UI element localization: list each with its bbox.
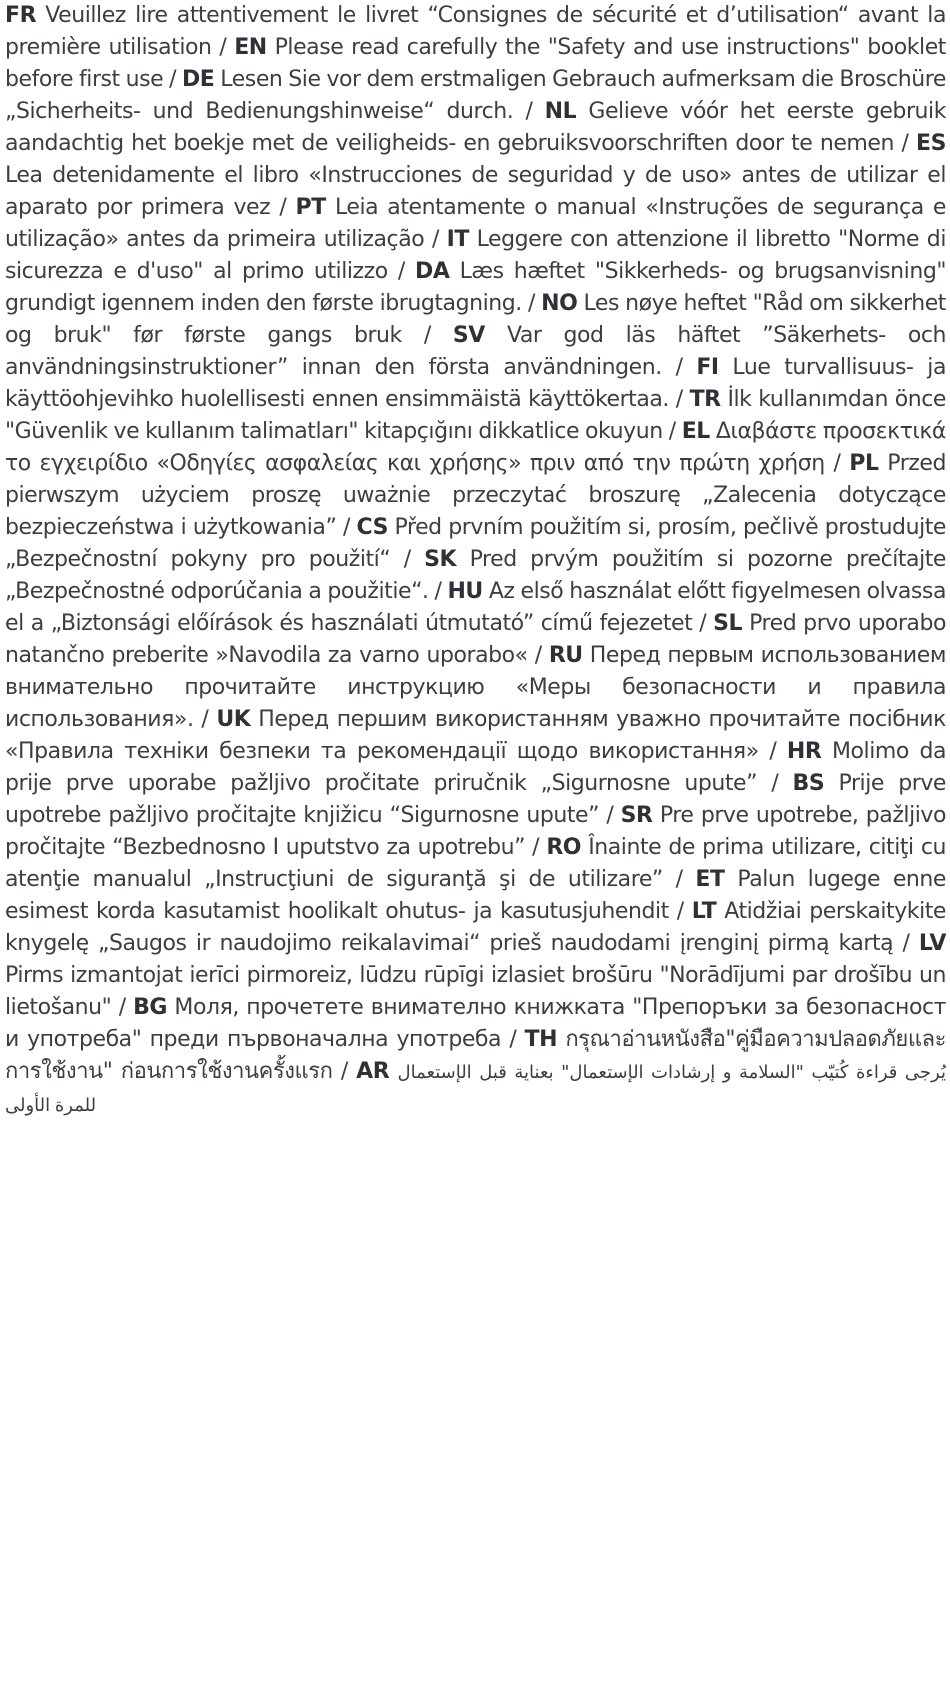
- language-code-th: TH: [524, 1027, 558, 1052]
- language-code-cs: CS: [356, 515, 388, 540]
- notice-text-da: Læs hæftet "Sikkerheds- og brugsanvisning" grundigt igennem inden den første ibrugtagning.: [5, 259, 947, 316]
- notice-text-sl: Pred prvo uporabo natančno preberite »Navodila za varno uporabo«: [5, 611, 946, 668]
- language-code-es: ES: [916, 131, 946, 156]
- notice-text-sr: Pre prve upotrebe, pažljivo pročitajte “Bezbednosno I uputstvo za upotrebu”: [5, 803, 946, 860]
- language-code-en: EN: [234, 35, 267, 60]
- language-code-et: ET: [695, 867, 725, 892]
- language-code-tr: TR: [689, 387, 721, 412]
- language-code-ru: RU: [548, 643, 583, 668]
- separator: /: [424, 227, 447, 252]
- separator: /: [332, 1059, 357, 1084]
- notice-text-fi: Lue turvallisuus- ja käyttöohjevihko huolellisesti ennen ensimmäistä käyttökertaa.: [5, 355, 946, 412]
- language-code-it: IT: [446, 227, 469, 252]
- notice-text-en: Please read carefully the "Safety and use instructions" booklet before first use: [5, 35, 946, 92]
- separator: /: [111, 995, 134, 1020]
- separator: /: [758, 739, 787, 764]
- language-code-bs: BS: [792, 771, 825, 796]
- language-code-lt: LT: [691, 899, 717, 924]
- separator: /: [521, 291, 542, 316]
- language-code-sv: SV: [452, 323, 485, 348]
- notice-text-lv: Pirms izmantojat ierīci pirmoreiz, lūdzu rūpīgi izlasiet brošūru "Norādījumi par drošību un lietošanu": [5, 963, 946, 1020]
- notice-text-bs: Prije prve upotrebe pažljivo pročitajte knjižicu “Sigurnosne upute”: [5, 771, 946, 828]
- separator: /: [527, 643, 549, 668]
- separator: /: [211, 35, 235, 60]
- notice-text-hu: Az első használat előtt figyelmesen olvassa el a „Biztonsági előírások és használati útmutató” című fejezetet: [5, 579, 946, 636]
- separator: /: [336, 515, 357, 540]
- language-code-sk: SK: [424, 547, 457, 572]
- notice-text-el: Διαβάστε προσεκτικά το εγχειρίδιο «Οδηγίες ασφαλείας και χρήσης» πριν από την πρώτη χρήση: [5, 419, 946, 476]
- separator: /: [668, 899, 692, 924]
- separator: /: [387, 259, 416, 284]
- language-code-sr: SR: [620, 803, 653, 828]
- notice-text-pt: Leia atentamente o manual «Instruções de segurança e utilização» antes da primeira utilização: [5, 195, 946, 252]
- notice-text-lt: Atidžiai perskaitykite knygelę „Saugos ir naudojimo reikalavimai“ prieš naudodami įrenginį pirmą kartą: [5, 899, 946, 956]
- separator: /: [390, 547, 425, 572]
- separator: /: [893, 931, 919, 956]
- notice-text-it: Leggere con attenzione il libretto "Norme di sicurezza e d'uso" al primo utilizzo: [5, 227, 946, 284]
- notice-text-th: กรุณาอ่านหนังสือ"คู่มือความปลอดภัยและการใช้งาน" ก่อนการใช้งานครั้งแรก: [5, 1027, 946, 1084]
- notice-text-cs: Před prvním použitím si, prosím, pečlivě prostudujte „Bezpečnostní pokyny pro použití“: [5, 515, 946, 572]
- notice-text-es: Lea detenidamente el libro «Instrucciones de seguridad y de uso» antes de utilizar el aparato por primera vez: [5, 163, 946, 220]
- notice-text-ro: Înainte de prima utilizare, citiţi cu atenţie manualul „Instrucţiuni de siguranţă şi de utilizare”: [5, 835, 946, 892]
- separator: /: [668, 387, 690, 412]
- separator: /: [757, 771, 793, 796]
- language-code-uk: UK: [216, 707, 251, 732]
- notice-text-ar: يُرجى قراءة كُتيّب "السلامة و إرشادات الإستعمال" بعناية قبل الإستعمال للمرة الأولى: [5, 1062, 946, 1116]
- notice-text-sv: Var god läs häftet ”Säkerhets- och användningsinstruktioner” innan den första användningen.: [5, 323, 946, 380]
- notice-text-hr: Molimo da prije prve uporabe pažljivo pročitate priručnik „Sigurnosne upute”: [5, 739, 946, 796]
- separator: /: [401, 323, 453, 348]
- language-code-sl: SL: [713, 611, 743, 636]
- separator: /: [661, 355, 697, 380]
- separator: /: [270, 195, 296, 220]
- separator: /: [824, 451, 850, 476]
- language-code-ar: AR: [356, 1059, 390, 1084]
- language-code-pt: PT: [295, 195, 326, 220]
- language-code-hr: HR: [786, 739, 822, 764]
- separator: /: [513, 99, 545, 124]
- notice-text-de: Lesen Sie vor dem erstmaligen Gebrauch aufmerksam die Broschüre „Sicherheits- und Bedienungshinweise“ durch.: [5, 67, 946, 124]
- notice-text-uk: Перед першим використанням уважно прочитайте посібник «Правила техніки безпеки та рекомендації щодо використання»: [5, 707, 946, 764]
- language-code-fi: FI: [696, 355, 719, 380]
- language-code-fr: FR: [5, 3, 37, 28]
- language-code-pl: PL: [849, 451, 879, 476]
- notice-text-pl: Przed pierwszym użyciem proszę uważnie przeczytać broszurę „Zalecenia dotyczące bezpieczeństwa i użytkowania”: [5, 451, 946, 540]
- language-code-lv: LV: [918, 931, 946, 956]
- notice-text-no: Les nøye heftet "Råd om sikkerhet og bruk" før første gangs bruk: [5, 291, 946, 348]
- language-code-ro: RO: [546, 835, 582, 860]
- separator: /: [163, 67, 182, 92]
- notice-text-bg: Моля, прочетете внимателно книжката "Препоръки за безопасност и употреба" преди първоначална употреба: [5, 995, 946, 1052]
- language-code-de: DE: [182, 67, 215, 92]
- separator: /: [525, 835, 547, 860]
- separator: /: [894, 131, 917, 156]
- notice-text-et: Palun lugege enne esimest korda kasutamist hoolikalt ohutus- ja kasutusjuhendit: [5, 867, 946, 924]
- notice-text-sk: Pred prvým použitím si pozorne prečítajte „Bezpečnostné odporúčania a použitie“.: [5, 547, 947, 604]
- language-code-bg: BG: [133, 995, 168, 1020]
- language-code-nl: NL: [544, 99, 577, 124]
- notice-text-fr: Veuillez lire attentivement le livret “Consignes de sécurité et d’utilisation“ avant la première utilisation: [5, 3, 946, 60]
- notice-text-nl: Gelieve vóór het eerste gebruik aandachtig het boekje met de veiligheids- en gebruiksvoorschriften door te nemen: [5, 99, 946, 156]
- separator: /: [662, 867, 696, 892]
- language-code-hu: HU: [447, 579, 483, 604]
- notice-text-tr: İlk kullanımdan önce "Güvenlik ve kullanım talimatları" kitapçığını dikkatlice okuyun: [5, 387, 947, 444]
- multilingual-safety-notice: [5, 0, 946, 1122]
- notice-text-ru: Перед первым использованием внимательно прочитайте инструкцию «Меры безопасности и правила использования».: [5, 643, 946, 732]
- separator: /: [193, 707, 217, 732]
- separator: /: [501, 1027, 525, 1052]
- separator: /: [692, 611, 714, 636]
- language-code-no: NO: [541, 291, 578, 316]
- language-code-el: EL: [681, 419, 710, 444]
- separator: /: [599, 803, 621, 828]
- separator: /: [662, 419, 682, 444]
- language-code-da: DA: [415, 259, 450, 284]
- separator: /: [428, 579, 448, 604]
